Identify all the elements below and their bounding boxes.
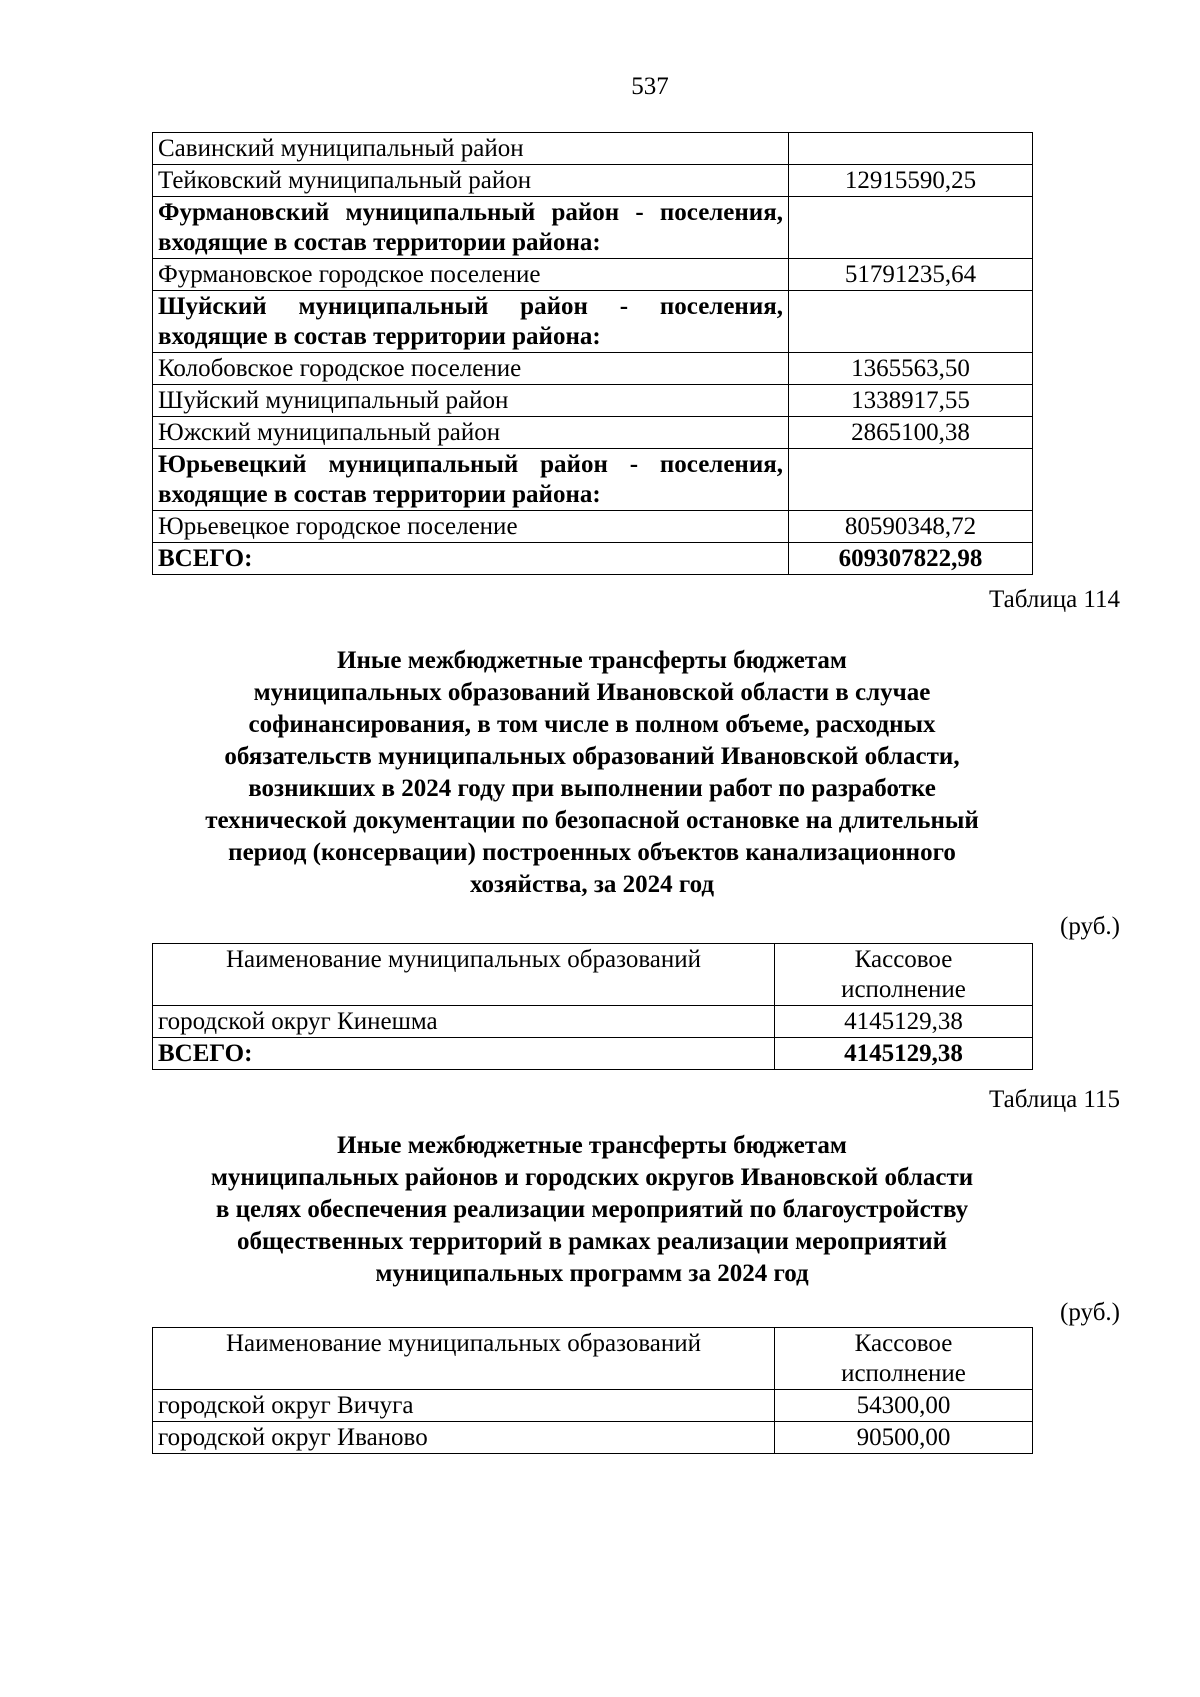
header-name: Наименование муниципальных образований bbox=[153, 944, 775, 1006]
row-value: 4145129,38 bbox=[775, 1006, 1033, 1038]
row-name: Фурмановское городское поселение bbox=[153, 259, 789, 291]
heading-line: в целях обеспечения реализации мероприятий по благоустройству bbox=[215, 1196, 969, 1223]
total-value: 609307822,98 bbox=[789, 543, 1033, 575]
heading-line: общественных территорий в рамках реализации мероприятий bbox=[236, 1228, 948, 1255]
row-value bbox=[789, 133, 1033, 165]
table-header-row bbox=[153, 944, 1033, 1006]
table-115 bbox=[152, 1327, 1033, 1454]
heading-line: муниципальных районов и городских округов Ивановской области bbox=[210, 1164, 974, 1191]
heading-line: период (консервации) построенных объектов канализационного bbox=[228, 839, 956, 866]
total-row bbox=[153, 543, 1033, 575]
row-value: 80590348,72 bbox=[789, 511, 1033, 543]
row-name: Юрьевецкое городское поселение bbox=[153, 511, 789, 543]
table-115-heading bbox=[152, 1130, 1032, 1290]
table-row bbox=[153, 133, 1033, 165]
row-name-group: Шуйский муниципальный район - поселения, входящие в состав территории района: bbox=[153, 291, 789, 353]
table-114-unit: (руб.) bbox=[1060, 913, 1120, 940]
header-value-line: исполнение bbox=[841, 1360, 966, 1387]
table-114-label: Таблица 114 bbox=[989, 586, 1120, 613]
table-row bbox=[153, 417, 1033, 449]
table-header-row bbox=[153, 1328, 1033, 1390]
table-row bbox=[153, 291, 1033, 353]
table-row bbox=[153, 353, 1033, 385]
table-row bbox=[153, 165, 1033, 197]
header-value bbox=[775, 1328, 1033, 1390]
heading-line: хозяйства, за 2024 год bbox=[469, 871, 715, 898]
table-row bbox=[153, 1422, 1033, 1454]
heading-line: возникших в 2024 году при выполнении работ по разработке bbox=[248, 775, 936, 802]
table-row bbox=[153, 449, 1033, 511]
header-name: Наименование муниципальных образований bbox=[153, 1328, 775, 1390]
table-row bbox=[153, 1006, 1033, 1038]
row-value: 2865100,38 bbox=[789, 417, 1033, 449]
row-name: Колобовское городское поселение bbox=[153, 353, 789, 385]
heading-line: Иные межбюджетные трансферты бюджетам bbox=[337, 647, 847, 674]
row-name: Савинский муниципальный район bbox=[153, 133, 789, 165]
row-name: городской округ Вичуга bbox=[153, 1390, 775, 1422]
table-115-unit: (руб.) bbox=[1060, 1299, 1120, 1326]
total-label: ВСЕГО: bbox=[153, 543, 789, 575]
row-name: городской округ Кинешма bbox=[153, 1006, 775, 1038]
page-number: 537 bbox=[631, 73, 669, 100]
row-value: 90500,00 bbox=[775, 1422, 1033, 1454]
total-label: ВСЕГО: bbox=[153, 1038, 775, 1070]
row-value: 51791235,64 bbox=[789, 259, 1033, 291]
row-name: Шуйский муниципальный район bbox=[153, 385, 789, 417]
heading-line: технической документации по безопасной остановке на длительный bbox=[205, 807, 979, 834]
row-value: 1365563,50 bbox=[789, 353, 1033, 385]
heading-line: муниципальных программ за 2024 год bbox=[375, 1260, 809, 1287]
table-row bbox=[153, 385, 1033, 417]
table-115-label: Таблица 115 bbox=[989, 1086, 1120, 1113]
row-value bbox=[789, 449, 1033, 511]
total-row bbox=[153, 1038, 1033, 1070]
table-continued bbox=[152, 132, 1033, 575]
row-name-group: Фурмановский муниципальный район - поселения, входящие в состав территории района: bbox=[153, 197, 789, 259]
header-value-line: Кассовое bbox=[854, 946, 953, 973]
row-name-group: Юрьевецкий муниципальный район - поселения, входящие в состав территории района: bbox=[153, 449, 789, 511]
header-value-line: Кассовое bbox=[854, 1330, 953, 1357]
row-name: городской округ Иваново bbox=[153, 1422, 775, 1454]
row-value: 12915590,25 bbox=[789, 165, 1033, 197]
table-row bbox=[153, 511, 1033, 543]
heading-line: Иные межбюджетные трансферты бюджетам bbox=[337, 1132, 847, 1159]
table-114-heading bbox=[152, 645, 1032, 901]
total-value: 4145129,38 bbox=[775, 1038, 1033, 1070]
heading-line: обязательств муниципальных образований Ивановской области, bbox=[224, 743, 960, 770]
header-value bbox=[775, 944, 1033, 1006]
row-value bbox=[789, 291, 1033, 353]
header-value-line: исполнение bbox=[841, 976, 966, 1003]
table-114 bbox=[152, 943, 1033, 1070]
table-row bbox=[153, 259, 1033, 291]
heading-line: муниципальных образований Ивановской области в случае bbox=[253, 679, 931, 706]
row-name: Тейковский муниципальный район bbox=[153, 165, 789, 197]
row-value: 54300,00 bbox=[775, 1390, 1033, 1422]
table-row bbox=[153, 197, 1033, 259]
row-value bbox=[789, 197, 1033, 259]
table-row bbox=[153, 1390, 1033, 1422]
heading-line: софинансирования, в том числе в полном объеме, расходных bbox=[248, 711, 936, 738]
row-name: Южский муниципальный район bbox=[153, 417, 789, 449]
row-value: 1338917,55 bbox=[789, 385, 1033, 417]
